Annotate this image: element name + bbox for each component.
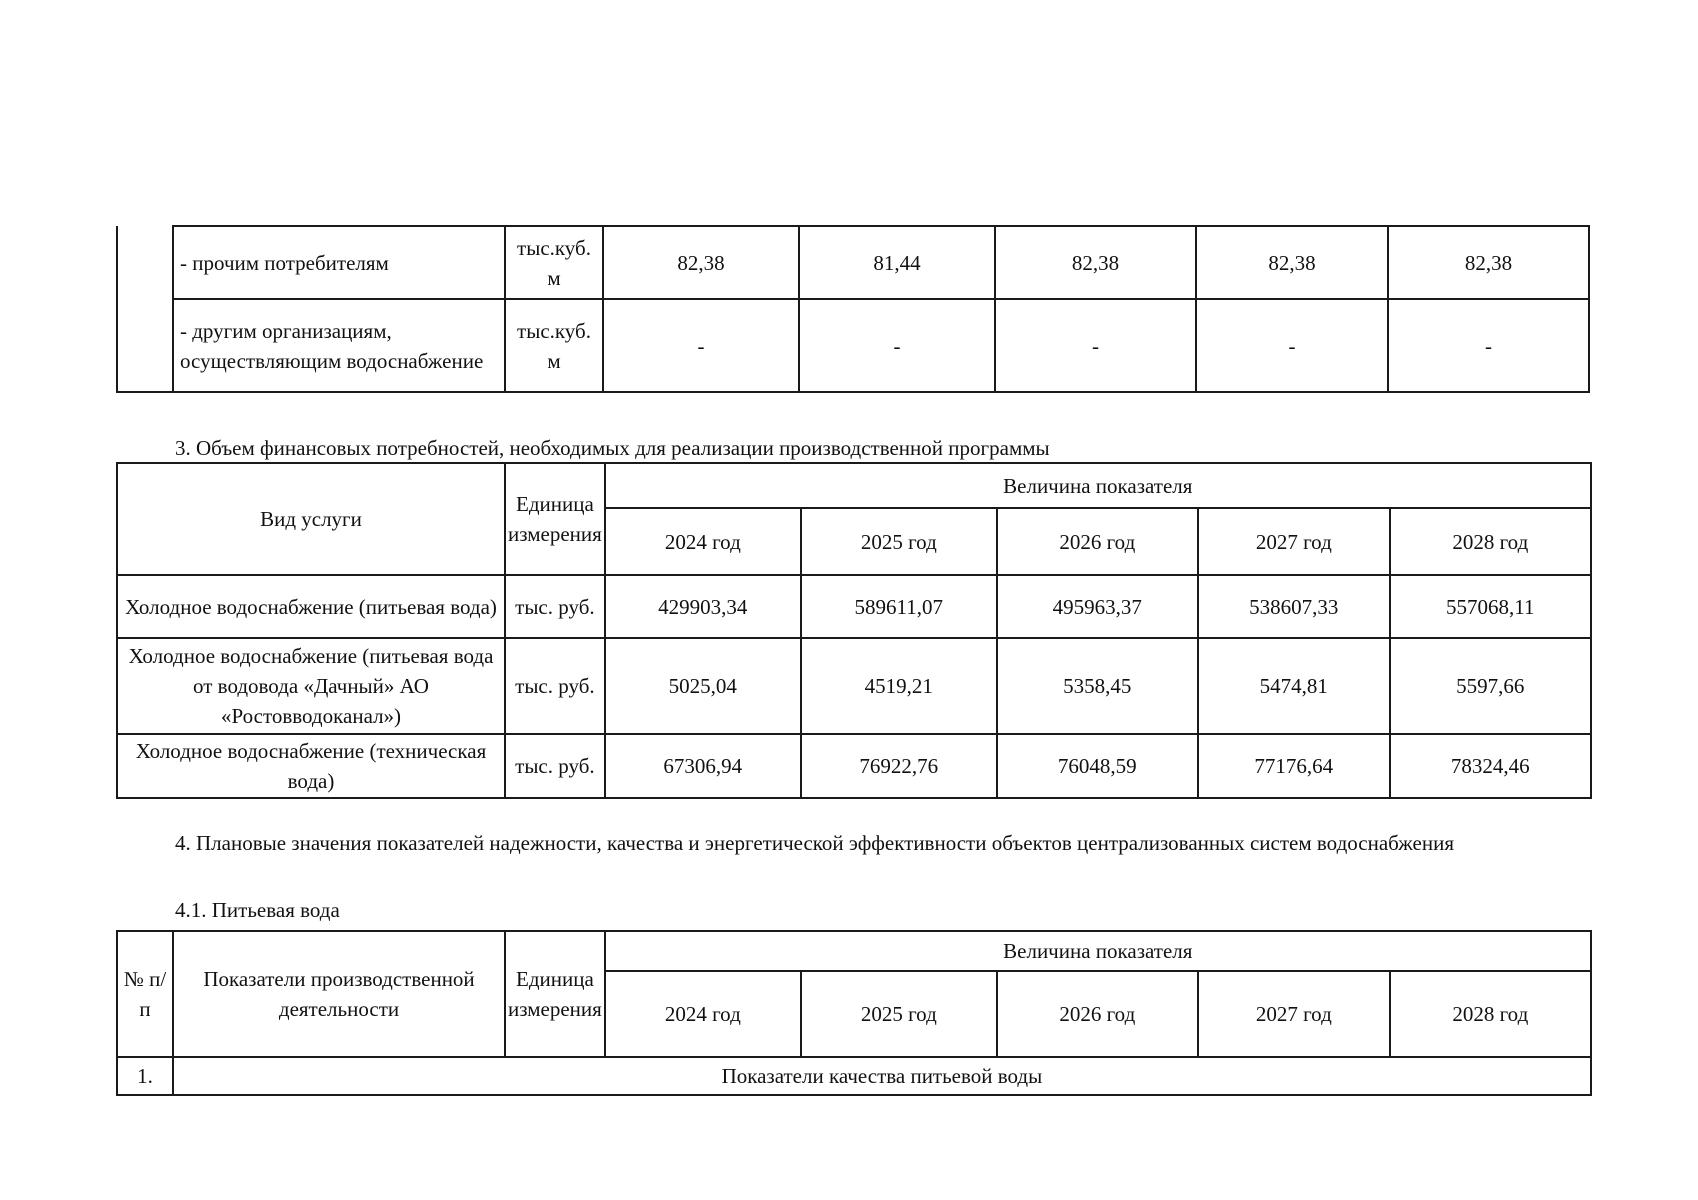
- value-cell: 5597,66: [1390, 638, 1591, 734]
- header-row: [117, 463, 1591, 508]
- section-4-1-heading: 4.1. Питьевая вода: [175, 898, 340, 922]
- unit-cell: тыс. руб.: [505, 734, 605, 798]
- table-row: [117, 575, 1591, 638]
- row-group-title: Показатели качества питьевой воды: [173, 1057, 1591, 1095]
- value-cell: 82,38: [995, 226, 1196, 299]
- financial-needs-table: [116, 462, 1592, 799]
- blank-cell: [117, 226, 173, 392]
- row-label: - другим организациям, осуществляющим водоснабжение: [173, 299, 505, 392]
- value-cell: -: [799, 299, 995, 392]
- unit-cell: тыс. руб.: [505, 638, 605, 734]
- value-cell: 81,44: [799, 226, 995, 299]
- unit-cell: тыс.куб. м: [505, 226, 603, 299]
- year-header: 2028 год: [1390, 971, 1591, 1057]
- section-4-heading: 4. Плановые значения показателей надежности, качества и энергетической эффективности объектов централизованных систем водоснабжения: [175, 831, 1455, 855]
- col-header-num: № п/п: [117, 931, 173, 1057]
- year-header: 2026 год: [997, 971, 1198, 1057]
- value-cell: 429903,34: [605, 575, 801, 638]
- section-3-heading: 3. Объем финансовых потребностей, необходимых для реализации производственной программы: [175, 436, 1050, 460]
- row-number: 1.: [117, 1057, 173, 1095]
- value-cell: 589611,07: [801, 575, 997, 638]
- col-header-value: Величина показателя: [605, 931, 1591, 971]
- year-header: 2024 год: [605, 971, 801, 1057]
- value-cell: 76048,59: [997, 734, 1198, 798]
- value-cell: 78324,46: [1390, 734, 1591, 798]
- value-cell: 4519,21: [801, 638, 997, 734]
- value-cell: -: [603, 299, 799, 392]
- table-row: [117, 226, 1589, 299]
- table-row: [117, 1057, 1591, 1095]
- col-header-unit: Единица измерения: [505, 463, 605, 575]
- row-label: - прочим потребителям: [173, 226, 505, 299]
- value-cell: 538607,33: [1198, 575, 1390, 638]
- table-row: [117, 299, 1589, 392]
- value-cell: -: [995, 299, 1196, 392]
- year-header: 2026 год: [997, 508, 1198, 575]
- value-cell: 67306,94: [605, 734, 801, 798]
- col-header-value: Величина показателя: [605, 463, 1591, 508]
- year-header: 2027 год: [1198, 971, 1390, 1057]
- col-header-unit: Единица измерения: [505, 931, 605, 1057]
- value-cell: 82,38: [1196, 226, 1388, 299]
- col-header-service: Вид услуги: [117, 463, 505, 575]
- year-header: 2028 год: [1390, 508, 1591, 575]
- value-cell: 82,38: [603, 226, 799, 299]
- table-row: [117, 638, 1591, 734]
- year-header: 2027 год: [1198, 508, 1390, 575]
- year-header: 2024 год: [605, 508, 801, 575]
- value-cell: 5358,45: [997, 638, 1198, 734]
- service-cell: Холодное водоснабжение (питьевая вода): [117, 575, 505, 638]
- value-cell: 77176,64: [1198, 734, 1390, 798]
- value-cell: -: [1388, 299, 1589, 392]
- volume-table-continuation: [116, 225, 1590, 393]
- value-cell: 5474,81: [1198, 638, 1390, 734]
- table-row: [117, 734, 1591, 798]
- service-cell: Холодное водоснабжение (питьевая вода от водовода «Дачный» АО «Ростовводоканал»): [117, 638, 505, 734]
- header-row: [117, 931, 1591, 971]
- col-header-indicator: Показатели производственной деятельности: [173, 931, 505, 1057]
- value-cell: 82,38: [1388, 226, 1589, 299]
- drinking-water-indicators-table: [116, 930, 1592, 1096]
- value-cell: 76922,76: [801, 734, 997, 798]
- unit-cell: тыс. руб.: [505, 575, 605, 638]
- year-header: 2025 год: [801, 971, 997, 1057]
- unit-cell: тыс.куб. м: [505, 299, 603, 392]
- service-cell: Холодное водоснабжение (техническая вода): [117, 734, 505, 798]
- value-cell: -: [1196, 299, 1388, 392]
- year-header: 2025 год: [801, 508, 997, 575]
- value-cell: 495963,37: [997, 575, 1198, 638]
- value-cell: 557068,11: [1390, 575, 1591, 638]
- value-cell: 5025,04: [605, 638, 801, 734]
